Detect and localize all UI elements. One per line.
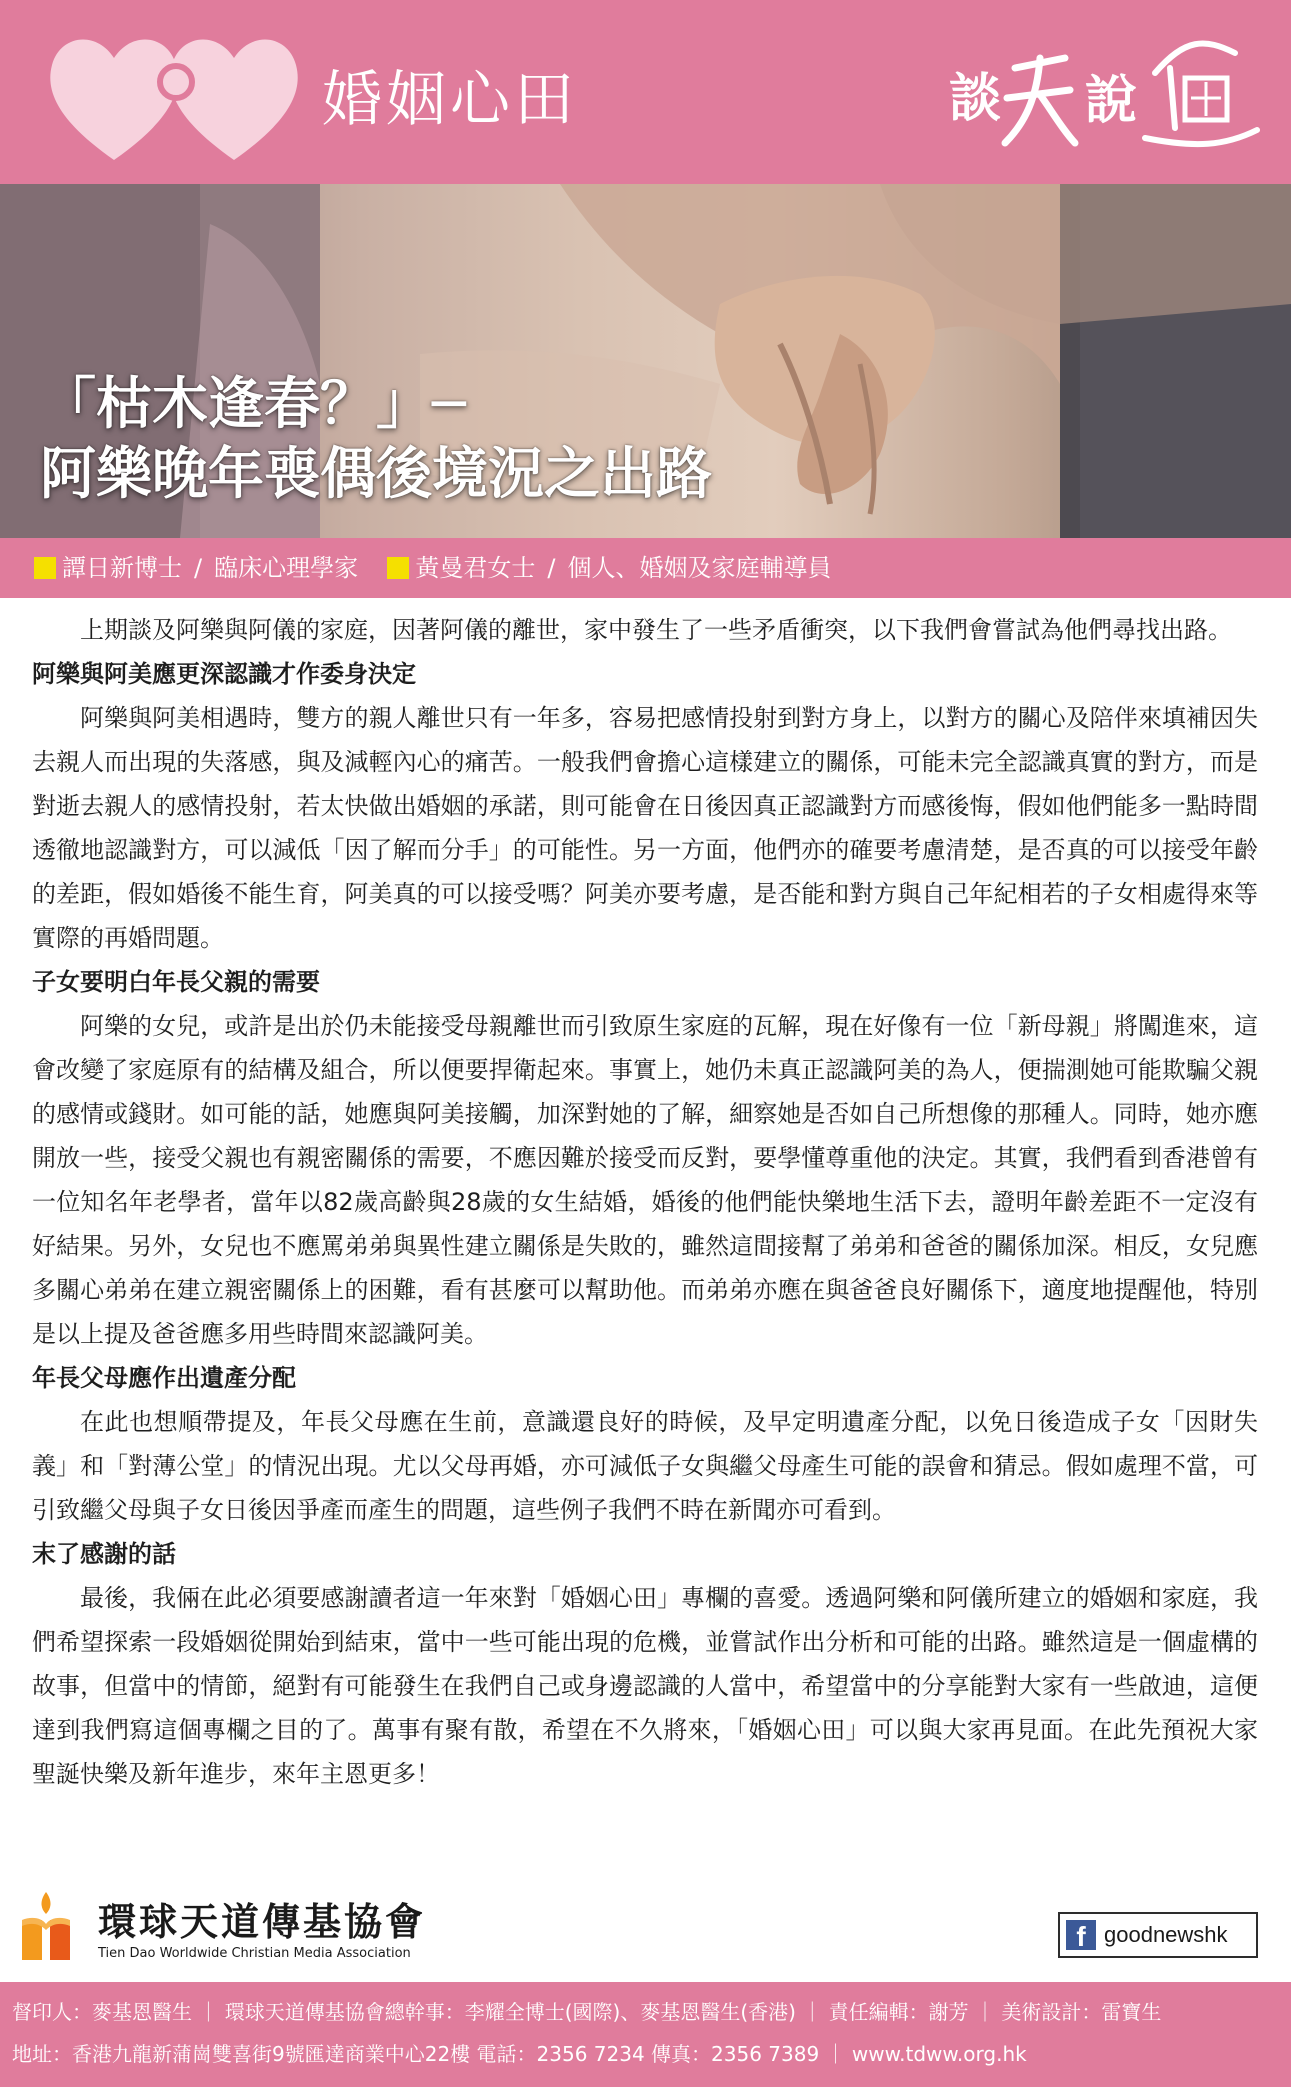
intro-paragraph: 上期談及阿樂與阿儀的家庭，因著阿儀的離世，家中發生了一些矛盾衝突，以下我們會嘗試為他們尋找出路。 [80, 616, 1232, 644]
yellow-square-icon [34, 557, 56, 579]
svg-text:說: 說 [1085, 70, 1138, 131]
headline-line-1: 「枯木逢春？」─ [40, 372, 466, 437]
org-name-en: Tien Dao Worldwide Christian Media Association [98, 1946, 411, 1961]
section-paragraph: 阿樂與阿美相遇時，雙方的親人離世只有一年多，容易把感情投射到對方身上，以對方的關心及陪伴來填補因失去親人而出現的失落感，與及減輕內心的痛苦。一般我們會擔心這樣建立的關係，可能未完全認識真實的對方，而是對逝去親人的感情投射，若太快做出婚姻的承諾，則可能會在日後因真正認識對方而感後悔，假如他們能多一點時間透徹地認識對方，可以減低「因了解而分手」的可能性。另一方面，他們亦的確要考慮清楚，是否真的可以接受年齡的差距，假如婚後不能生育，阿美真的可以接受嗎？阿美亦要考慮，是否能和對方與自己年紀相若的子女相處得來等實際的再婚問題。 [32, 704, 1258, 952]
author1-name: 譚日新博士 [62, 554, 182, 582]
org-logo-icon [18, 1890, 74, 1962]
credit-bar [0, 1982, 1291, 2087]
headline [40, 370, 712, 510]
column-title: 婚姻心田 [322, 65, 578, 135]
author-separator: / [547, 554, 556, 582]
org-name-zh: 環球天道傳基協會 [98, 1900, 427, 1944]
svg-text:談: 談 [949, 68, 1002, 129]
credit-line-publisher: 督印人：麥基恩醫生 ｜ 環球天道傳基協會總幹事：李耀全博士(國際)、麥基恩醫生(香港) ｜ 責任編輯：謝芳 ｜ 美術設計：雷寶生 [12, 2000, 1162, 2024]
facebook-handle[interactable]: goodnewshk [1104, 1922, 1228, 1947]
author2-role: 個人、婚姻及家庭輔導員 [567, 554, 832, 582]
facebook-icon: f [1066, 1920, 1096, 1950]
credit-line-address: 地址：香港九龍新蒲崗雙喜街9號匯達商業中心22樓 電話：2356 7234 傳真：2356 7389 ｜ www.tdww.org.hk [12, 2042, 1027, 2066]
headline-line-2: 阿樂晚年喪偶後境況之出路 [40, 442, 712, 507]
author-bar [0, 538, 1291, 598]
section-paragraph: 阿樂的女兒，或許是出於仍未能接受母親離世而引致原生家庭的瓦解，現在好像有一位「新母親」將闖進來，這會改變了家庭原有的結構及組合，所以便要捍衛起來。事實上，她仍未真正認識阿美的為人，便揣測她可能欺騙父親的感情或錢財。如可能的話，她應與阿美接觸，加深對她的了解，細察她是否如自己所想像的那種人。同時，她亦應開放一些，接受父親也有親密關係的需要，不應因難於接受而反對，要學懂尊重他的決定。其實，我們看到香港曾有一位知名年老學者，當年以82歲高齡與28歲的女生結婚，婚後的他們能快樂地生活下去，證明年齡差距不一定沒有好結果。另外，女兒也不應罵弟弟與異性建立關係是失敗的，雖然這間接幫了弟弟和爸爸的關係加深。相反，女兒應多關心弟弟在建立親密關係上的困難，看有甚麼可以幫助他。而弟弟亦應在與爸爸良好關係下，適度地提醒他，特別是以上提及爸爸應多用些時間來認識阿美。 [32, 1012, 1258, 1348]
section-heading: 子女要明白年長父親的需要 [32, 968, 320, 996]
section-paragraph: 最後，我倆在此必須要感謝讀者這一年來對「婚姻心田」專欄的喜愛。透過阿樂和阿儀所建立的婚姻和家庭，我們希望探索一段婚姻從開始到結束，當中一些可能出現的危機，並嘗試作出分析和可能的出路。雖然這是一個虛構的故事，但當中的情節，絕對有可能發生在我們自己或身邊認識的人當中，希望當中的分享能對大家有一些啟迪，這便達到我們寫這個專欄之目的了。萬事有聚有散，希望在不久將來，「婚姻心田」可以與大家再見面。在此先預祝大家聖誕快樂及新年進步，來年主恩更多！ [32, 1584, 1258, 1788]
article-body [32, 608, 1258, 1796]
section-heading: 年長父母應作出遺產分配 [32, 1364, 296, 1392]
section-heading: 阿樂與阿美應更深認識才作委身決定 [32, 660, 416, 688]
section-heading: 末了感謝的話 [32, 1540, 176, 1568]
author-separator: / [194, 554, 203, 582]
author1-role: 臨床心理學家 [214, 554, 359, 582]
brand-logo [945, 18, 1265, 168]
author-credits [34, 538, 831, 598]
facebook-link[interactable] [1058, 1912, 1258, 1958]
double-heart-icon [44, 20, 314, 170]
author2-name: 黃曼君女士 [415, 554, 536, 582]
header-band [0, 0, 1291, 184]
yellow-square-icon [387, 557, 409, 579]
section-paragraph: 在此也想順帶提及，年長父母應在生前，意識還良好的時候，及早定明遺產分配，以免日後造成子女「因財失義」和「對薄公堂」的情況出現。尤以父母再婚，亦可減低子女與繼父母產生可能的誤會和猜忌。假如處理不當，可引致繼父母與子女日後因爭產而產生的問題，這些例子我們不時在新聞亦可看到。 [32, 1408, 1258, 1524]
